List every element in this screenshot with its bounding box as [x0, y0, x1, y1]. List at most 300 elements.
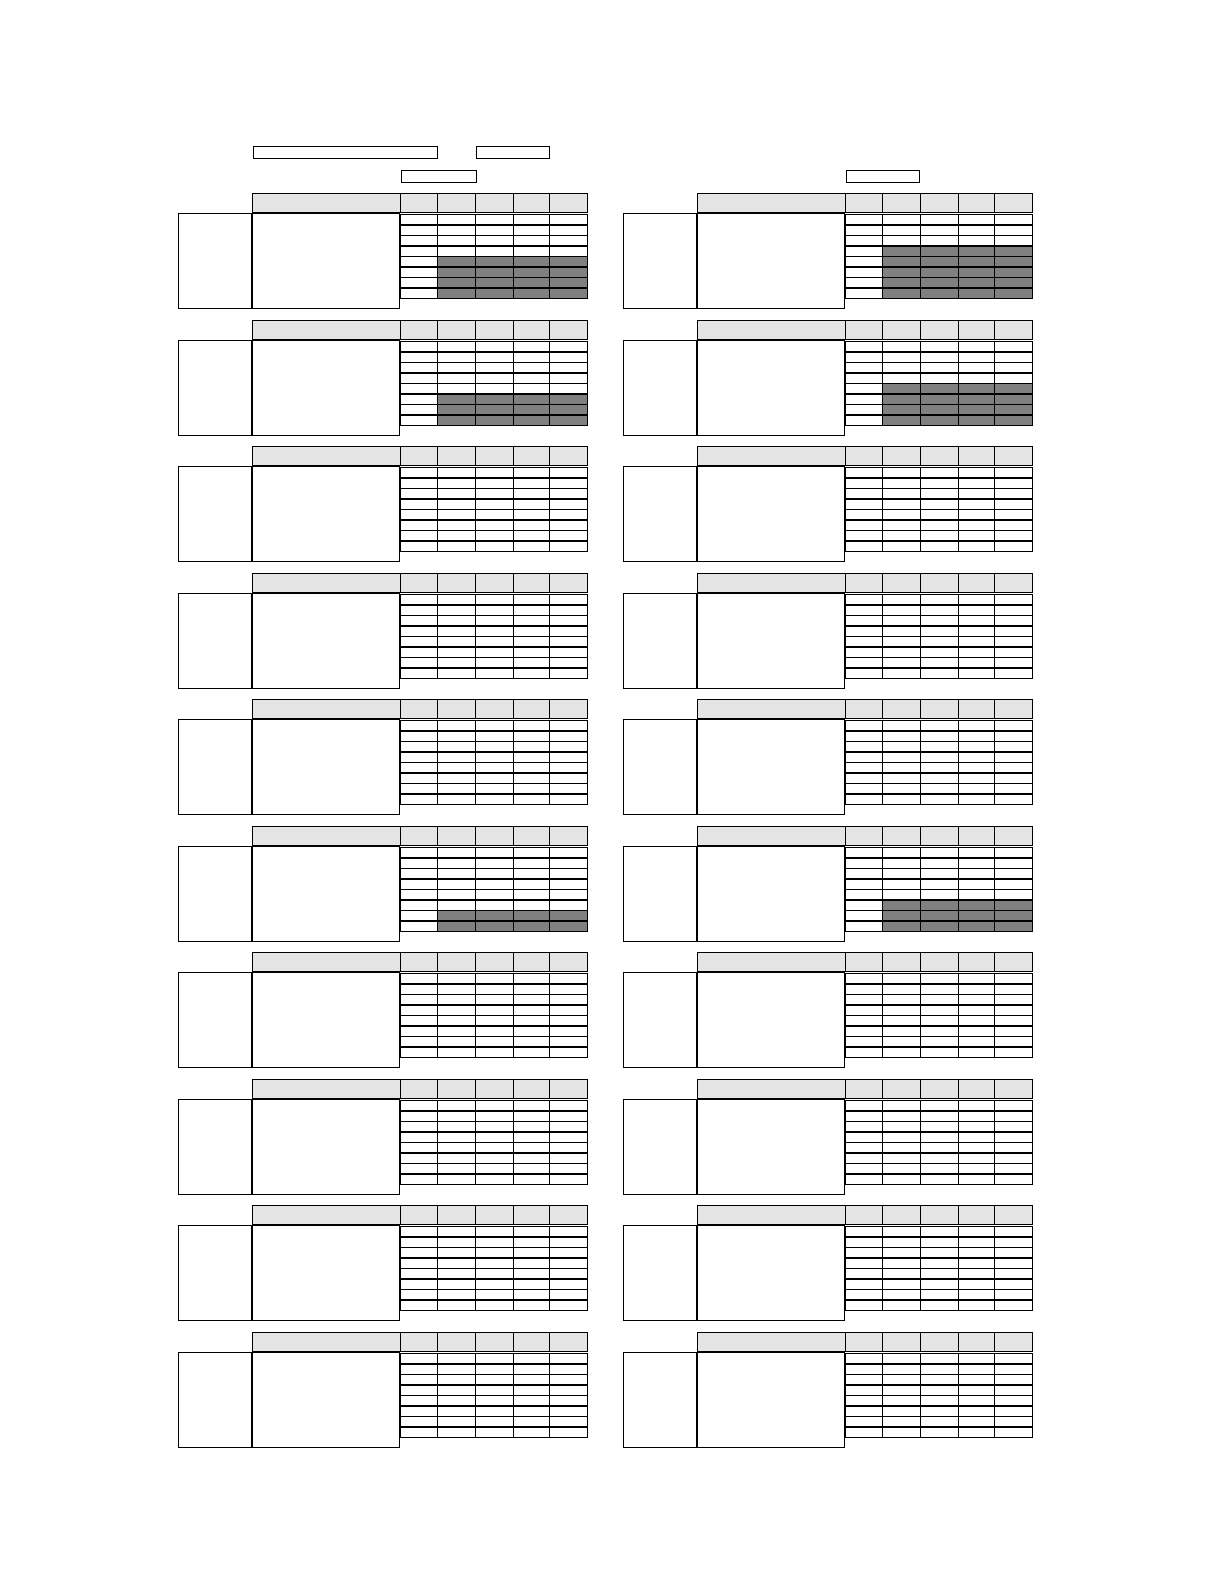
- entry-cell[interactable]: [513, 488, 551, 499]
- entry-cell[interactable]: [882, 509, 922, 520]
- entry-cell[interactable]: [845, 668, 884, 679]
- entry-cell[interactable]: [549, 973, 588, 984]
- entry-cell[interactable]: [437, 1111, 477, 1122]
- entry-cell[interactable]: [437, 1005, 477, 1016]
- entry-cell[interactable]: [994, 1132, 1033, 1143]
- entry-cell[interactable]: [475, 1395, 515, 1406]
- entry-cell[interactable]: [475, 1174, 515, 1185]
- entry-cell[interactable]: [400, 509, 439, 520]
- entry-cell[interactable]: [882, 214, 922, 225]
- entry-cell[interactable]: [994, 1111, 1033, 1122]
- entry-cell[interactable]: [845, 1289, 884, 1300]
- entry-cell[interactable]: [549, 626, 588, 637]
- entry-cell[interactable]: [475, 214, 515, 225]
- entry-cell[interactable]: [513, 1395, 551, 1406]
- entry-cell[interactable]: [400, 762, 439, 773]
- entry-cell[interactable]: [845, 1353, 884, 1364]
- entry-cell[interactable]: [549, 1289, 588, 1300]
- entry-cell[interactable]: [400, 720, 439, 731]
- entry-cell[interactable]: [882, 1258, 922, 1269]
- entry-cell[interactable]: [994, 605, 1033, 616]
- entry-cell[interactable]: [845, 530, 884, 541]
- entry-cell[interactable]: [513, 636, 551, 647]
- entry-cell[interactable]: [882, 858, 922, 869]
- entry-cell[interactable]: [882, 373, 922, 384]
- entry-cell[interactable]: [513, 214, 551, 225]
- entry-cell[interactable]: [437, 668, 477, 679]
- entry-cell[interactable]: [920, 1015, 960, 1026]
- entry-cell[interactable]: [994, 1258, 1033, 1269]
- entry-cell[interactable]: [475, 352, 515, 363]
- entry-cell[interactable]: [400, 626, 439, 637]
- entry-cell[interactable]: [882, 235, 922, 246]
- entry-cell[interactable]: [437, 636, 477, 647]
- entry-cell[interactable]: [882, 647, 922, 658]
- entry-cell[interactable]: [549, 1374, 588, 1385]
- entry-cell[interactable]: [549, 1268, 588, 1279]
- entry-cell[interactable]: [513, 657, 551, 668]
- entry-cell[interactable]: [845, 1364, 884, 1375]
- entry-cell[interactable]: [549, 1163, 588, 1174]
- entry-cell[interactable]: [994, 668, 1033, 679]
- entry-cell[interactable]: [958, 1026, 996, 1037]
- entry-cell[interactable]: [400, 267, 439, 278]
- entry-cell[interactable]: [958, 773, 996, 784]
- entry-cell[interactable]: [549, 362, 588, 373]
- left-column-header-field[interactable]: [401, 170, 477, 183]
- entry-cell[interactable]: [845, 415, 884, 426]
- entry-cell[interactable]: [400, 373, 439, 384]
- entry-cell[interactable]: [437, 246, 477, 257]
- entry-cell[interactable]: [958, 794, 996, 805]
- entry-cell[interactable]: [882, 1406, 922, 1417]
- entry-cell[interactable]: [400, 668, 439, 679]
- entry-cell[interactable]: [920, 362, 960, 373]
- entry-cell[interactable]: [994, 1374, 1033, 1385]
- entry-cell[interactable]: [994, 1026, 1033, 1037]
- entry-cell[interactable]: [400, 1416, 439, 1427]
- entry-cell[interactable]: [549, 478, 588, 489]
- entry-cell[interactable]: [845, 394, 884, 405]
- entry-cell[interactable]: [513, 752, 551, 763]
- entry-cell[interactable]: [513, 889, 551, 900]
- entry-cell[interactable]: [437, 541, 477, 552]
- entry-cell[interactable]: [475, 1111, 515, 1122]
- entry-cell[interactable]: [845, 984, 884, 995]
- entry-cell[interactable]: [549, 1237, 588, 1248]
- entry-cell[interactable]: [475, 1237, 515, 1248]
- entry-cell[interactable]: [958, 858, 996, 869]
- entry-cell[interactable]: [549, 847, 588, 858]
- entry-cell[interactable]: [882, 594, 922, 605]
- entry-cell[interactable]: [475, 984, 515, 995]
- entry-cell[interactable]: [437, 594, 477, 605]
- entry-cell[interactable]: [994, 235, 1033, 246]
- entry-cell[interactable]: [475, 605, 515, 616]
- entry-cell[interactable]: [920, 1364, 960, 1375]
- entry-cell[interactable]: [958, 594, 996, 605]
- entry-cell[interactable]: [845, 499, 884, 510]
- entry-cell[interactable]: [882, 731, 922, 742]
- entry-cell[interactable]: [882, 783, 922, 794]
- entry-cell[interactable]: [475, 1268, 515, 1279]
- entry-cell[interactable]: [513, 1111, 551, 1122]
- entry-cell[interactable]: [513, 1353, 551, 1364]
- entry-cell[interactable]: [513, 509, 551, 520]
- entry-cell[interactable]: [437, 762, 477, 773]
- entry-cell[interactable]: [437, 879, 477, 890]
- entry-cell[interactable]: [994, 214, 1033, 225]
- entry-cell[interactable]: [882, 1427, 922, 1438]
- entry-cell[interactable]: [549, 1153, 588, 1164]
- entry-cell[interactable]: [400, 1121, 439, 1132]
- entry-cell[interactable]: [845, 1237, 884, 1248]
- entry-cell[interactable]: [400, 352, 439, 363]
- entry-cell[interactable]: [958, 984, 996, 995]
- entry-cell[interactable]: [549, 499, 588, 510]
- entry-cell[interactable]: [400, 362, 439, 373]
- entry-cell[interactable]: [513, 1153, 551, 1164]
- entry-cell[interactable]: [845, 267, 884, 278]
- entry-cell[interactable]: [437, 1258, 477, 1269]
- entry-cell[interactable]: [400, 1395, 439, 1406]
- entry-cell[interactable]: [549, 1258, 588, 1269]
- entry-cell[interactable]: [475, 626, 515, 637]
- entry-cell[interactable]: [882, 541, 922, 552]
- entry-cell[interactable]: [920, 973, 960, 984]
- entry-cell[interactable]: [400, 394, 439, 405]
- entry-cell[interactable]: [958, 235, 996, 246]
- entry-cell[interactable]: [994, 1153, 1033, 1164]
- entry-cell[interactable]: [437, 1300, 477, 1311]
- entry-cell[interactable]: [513, 341, 551, 352]
- entry-cell[interactable]: [437, 1100, 477, 1111]
- entry-cell[interactable]: [475, 246, 515, 257]
- entry-cell[interactable]: [437, 1427, 477, 1438]
- entry-cell[interactable]: [882, 1142, 922, 1153]
- entry-cell[interactable]: [549, 1174, 588, 1185]
- entry-cell[interactable]: [475, 1036, 515, 1047]
- entry-cell[interactable]: [549, 520, 588, 531]
- entry-cell[interactable]: [920, 741, 960, 752]
- entry-cell[interactable]: [437, 1395, 477, 1406]
- entry-cell[interactable]: [549, 794, 588, 805]
- entry-cell[interactable]: [845, 741, 884, 752]
- entry-cell[interactable]: [400, 636, 439, 647]
- entry-cell[interactable]: [994, 783, 1033, 794]
- entry-cell[interactable]: [549, 1100, 588, 1111]
- entry-cell[interactable]: [400, 1100, 439, 1111]
- entry-cell[interactable]: [437, 1015, 477, 1026]
- entry-cell[interactable]: [513, 478, 551, 489]
- entry-cell[interactable]: [400, 984, 439, 995]
- entry-cell[interactable]: [549, 668, 588, 679]
- entry-cell[interactable]: [475, 530, 515, 541]
- entry-cell[interactable]: [920, 1100, 960, 1111]
- entry-cell[interactable]: [845, 1163, 884, 1174]
- entry-cell[interactable]: [845, 404, 884, 415]
- entry-cell[interactable]: [882, 1174, 922, 1185]
- entry-cell[interactable]: [845, 214, 884, 225]
- entry-cell[interactable]: [437, 530, 477, 541]
- entry-cell[interactable]: [882, 225, 922, 236]
- entry-cell[interactable]: [994, 752, 1033, 763]
- entry-cell[interactable]: [437, 900, 477, 911]
- entry-cell[interactable]: [549, 868, 588, 879]
- entry-cell[interactable]: [437, 720, 477, 731]
- entry-cell[interactable]: [882, 794, 922, 805]
- entry-cell[interactable]: [513, 383, 551, 394]
- entry-cell[interactable]: [845, 794, 884, 805]
- entry-cell[interactable]: [920, 1132, 960, 1143]
- entry-cell[interactable]: [513, 1406, 551, 1417]
- entry-cell[interactable]: [958, 1132, 996, 1143]
- entry-cell[interactable]: [920, 530, 960, 541]
- entry-cell[interactable]: [845, 1100, 884, 1111]
- entry-cell[interactable]: [994, 847, 1033, 858]
- entry-cell[interactable]: [437, 467, 477, 478]
- entry-cell[interactable]: [994, 858, 1033, 869]
- entry-cell[interactable]: [513, 352, 551, 363]
- entry-cell[interactable]: [400, 594, 439, 605]
- entry-cell[interactable]: [958, 626, 996, 637]
- entry-cell[interactable]: [845, 1406, 884, 1417]
- entry-cell[interactable]: [958, 225, 996, 236]
- entry-cell[interactable]: [845, 488, 884, 499]
- entry-cell[interactable]: [475, 1100, 515, 1111]
- entry-cell[interactable]: [400, 1237, 439, 1248]
- entry-cell[interactable]: [882, 1374, 922, 1385]
- entry-cell[interactable]: [400, 478, 439, 489]
- entry-cell[interactable]: [994, 1279, 1033, 1290]
- entry-cell[interactable]: [400, 879, 439, 890]
- entry-cell[interactable]: [845, 626, 884, 637]
- entry-cell[interactable]: [437, 984, 477, 995]
- entry-cell[interactable]: [958, 1100, 996, 1111]
- entry-cell[interactable]: [475, 1121, 515, 1132]
- entry-cell[interactable]: [845, 246, 884, 257]
- entry-cell[interactable]: [400, 973, 439, 984]
- entry-cell[interactable]: [549, 467, 588, 478]
- entry-cell[interactable]: [994, 1015, 1033, 1026]
- entry-cell[interactable]: [437, 1385, 477, 1396]
- entry-cell[interactable]: [475, 520, 515, 531]
- entry-cell[interactable]: [400, 530, 439, 541]
- entry-cell[interactable]: [549, 636, 588, 647]
- entry-cell[interactable]: [920, 668, 960, 679]
- entry-cell[interactable]: [437, 1247, 477, 1258]
- entry-cell[interactable]: [920, 235, 960, 246]
- entry-cell[interactable]: [958, 1258, 996, 1269]
- entry-cell[interactable]: [437, 488, 477, 499]
- entry-cell[interactable]: [400, 1385, 439, 1396]
- entry-cell[interactable]: [437, 373, 477, 384]
- entry-cell[interactable]: [845, 783, 884, 794]
- entry-cell[interactable]: [400, 415, 439, 426]
- entry-cell[interactable]: [549, 1385, 588, 1396]
- entry-cell[interactable]: [513, 520, 551, 531]
- entry-cell[interactable]: [400, 1247, 439, 1258]
- entry-cell[interactable]: [400, 605, 439, 616]
- entry-cell[interactable]: [920, 1374, 960, 1385]
- entry-cell[interactable]: [920, 636, 960, 647]
- entry-cell[interactable]: [513, 626, 551, 637]
- entry-cell[interactable]: [845, 900, 884, 911]
- entry-cell[interactable]: [958, 762, 996, 773]
- entry-cell[interactable]: [437, 1153, 477, 1164]
- entry-cell[interactable]: [475, 478, 515, 489]
- entry-cell[interactable]: [549, 594, 588, 605]
- entry-cell[interactable]: [994, 1121, 1033, 1132]
- entry-cell[interactable]: [437, 794, 477, 805]
- entry-cell[interactable]: [958, 373, 996, 384]
- entry-cell[interactable]: [920, 541, 960, 552]
- entry-cell[interactable]: [994, 499, 1033, 510]
- entry-cell[interactable]: [920, 520, 960, 531]
- entry-cell[interactable]: [549, 647, 588, 658]
- entry-cell[interactable]: [437, 994, 477, 1005]
- entry-cell[interactable]: [549, 225, 588, 236]
- entry-cell[interactable]: [920, 1036, 960, 1047]
- entry-cell[interactable]: [475, 879, 515, 890]
- entry-cell[interactable]: [845, 858, 884, 869]
- entry-cell[interactable]: [845, 352, 884, 363]
- entry-cell[interactable]: [994, 467, 1033, 478]
- entry-cell[interactable]: [549, 1353, 588, 1364]
- entry-cell[interactable]: [958, 657, 996, 668]
- entry-cell[interactable]: [994, 225, 1033, 236]
- entry-cell[interactable]: [845, 1268, 884, 1279]
- entry-cell[interactable]: [920, 373, 960, 384]
- entry-cell[interactable]: [920, 752, 960, 763]
- entry-cell[interactable]: [437, 520, 477, 531]
- entry-cell[interactable]: [994, 1353, 1033, 1364]
- entry-cell[interactable]: [994, 1226, 1033, 1237]
- entry-cell[interactable]: [994, 889, 1033, 900]
- entry-cell[interactable]: [958, 1289, 996, 1300]
- entry-cell[interactable]: [437, 783, 477, 794]
- entry-cell[interactable]: [958, 668, 996, 679]
- entry-cell[interactable]: [994, 509, 1033, 520]
- entry-cell[interactable]: [958, 636, 996, 647]
- entry-cell[interactable]: [958, 994, 996, 1005]
- entry-cell[interactable]: [475, 1364, 515, 1375]
- entry-cell[interactable]: [994, 1364, 1033, 1375]
- entry-cell[interactable]: [958, 1153, 996, 1164]
- entry-cell[interactable]: [882, 1300, 922, 1311]
- entry-cell[interactable]: [475, 235, 515, 246]
- entry-cell[interactable]: [475, 847, 515, 858]
- entry-cell[interactable]: [400, 1174, 439, 1185]
- entry-cell[interactable]: [994, 1268, 1033, 1279]
- entry-cell[interactable]: [475, 1026, 515, 1037]
- entry-cell[interactable]: [475, 1005, 515, 1016]
- entry-cell[interactable]: [882, 1036, 922, 1047]
- entry-cell[interactable]: [994, 1237, 1033, 1248]
- entry-cell[interactable]: [400, 288, 439, 299]
- entry-cell[interactable]: [549, 530, 588, 541]
- entry-cell[interactable]: [475, 594, 515, 605]
- entry-cell[interactable]: [845, 868, 884, 879]
- entry-cell[interactable]: [882, 1247, 922, 1258]
- entry-cell[interactable]: [513, 994, 551, 1005]
- entry-cell[interactable]: [882, 1005, 922, 1016]
- entry-cell[interactable]: [958, 1121, 996, 1132]
- entry-cell[interactable]: [475, 467, 515, 478]
- entry-cell[interactable]: [920, 499, 960, 510]
- entry-cell[interactable]: [994, 1395, 1033, 1406]
- entry-cell[interactable]: [549, 1416, 588, 1427]
- entry-cell[interactable]: [400, 1279, 439, 1290]
- entry-cell[interactable]: [958, 1395, 996, 1406]
- entry-cell[interactable]: [845, 847, 884, 858]
- entry-cell[interactable]: [437, 626, 477, 637]
- entry-cell[interactable]: [882, 1289, 922, 1300]
- entry-cell[interactable]: [549, 246, 588, 257]
- entry-cell[interactable]: [549, 1364, 588, 1375]
- entry-cell[interactable]: [882, 1153, 922, 1164]
- entry-cell[interactable]: [437, 889, 477, 900]
- entry-cell[interactable]: [475, 1289, 515, 1300]
- entry-cell[interactable]: [882, 499, 922, 510]
- entry-cell[interactable]: [958, 973, 996, 984]
- entry-cell[interactable]: [513, 1047, 551, 1058]
- entry-cell[interactable]: [882, 1237, 922, 1248]
- entry-cell[interactable]: [437, 362, 477, 373]
- entry-cell[interactable]: [549, 741, 588, 752]
- entry-cell[interactable]: [513, 373, 551, 384]
- entry-cell[interactable]: [845, 277, 884, 288]
- entry-cell[interactable]: [920, 605, 960, 616]
- entry-cell[interactable]: [958, 509, 996, 520]
- entry-cell[interactable]: [882, 973, 922, 984]
- entry-cell[interactable]: [882, 530, 922, 541]
- entry-cell[interactable]: [400, 1374, 439, 1385]
- entry-cell[interactable]: [513, 1427, 551, 1438]
- entry-cell[interactable]: [845, 1416, 884, 1427]
- entry-cell[interactable]: [549, 1427, 588, 1438]
- entry-cell[interactable]: [994, 1385, 1033, 1396]
- entry-cell[interactable]: [845, 341, 884, 352]
- entry-cell[interactable]: [845, 478, 884, 489]
- entry-cell[interactable]: [845, 1395, 884, 1406]
- entry-cell[interactable]: [437, 1364, 477, 1375]
- entry-cell[interactable]: [513, 499, 551, 510]
- entry-cell[interactable]: [549, 1395, 588, 1406]
- entry-cell[interactable]: [958, 1300, 996, 1311]
- entry-cell[interactable]: [475, 1247, 515, 1258]
- entry-cell[interactable]: [958, 1374, 996, 1385]
- entry-cell[interactable]: [845, 879, 884, 890]
- entry-cell[interactable]: [513, 984, 551, 995]
- entry-cell[interactable]: [400, 1427, 439, 1438]
- entry-cell[interactable]: [845, 636, 884, 647]
- entry-cell[interactable]: [437, 1268, 477, 1279]
- entry-cell[interactable]: [400, 467, 439, 478]
- entry-cell[interactable]: [882, 994, 922, 1005]
- entry-cell[interactable]: [994, 1247, 1033, 1258]
- entry-cell[interactable]: [920, 731, 960, 742]
- entry-cell[interactable]: [549, 1121, 588, 1132]
- entry-cell[interactable]: [549, 1142, 588, 1153]
- entry-cell[interactable]: [958, 1005, 996, 1016]
- entry-cell[interactable]: [475, 1163, 515, 1174]
- entry-cell[interactable]: [994, 984, 1033, 995]
- entry-cell[interactable]: [475, 858, 515, 869]
- entry-cell[interactable]: [920, 1258, 960, 1269]
- entry-cell[interactable]: [994, 478, 1033, 489]
- entry-cell[interactable]: [920, 1395, 960, 1406]
